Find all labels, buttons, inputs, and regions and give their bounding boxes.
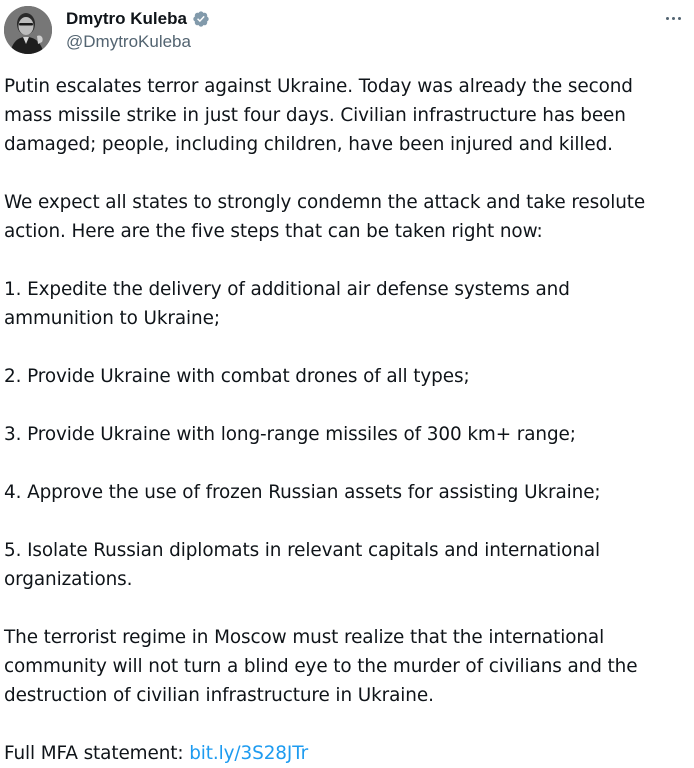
mfa-statement-link[interactable]: bit.ly/3S28JTr <box>189 743 309 764</box>
more-options-ellipsis-icon[interactable] <box>662 8 684 28</box>
tweet-paragraph: Putin escalates terror against Ukraine. Today was already the second mass missile strike in just four days. Civilian infrastructure has been damaged; people, including children, have been injured and killed. <box>4 76 633 155</box>
tweet-paragraph: The terrorist regime in Moscow must realize that the international community will not turn a blind eye to the murder of civilians and the destruction of civilian infrastructure in Ukraine. <box>4 627 638 706</box>
tweet-paragraph: 3. Provide Ukraine with long-range missiles of 300 km+ range; <box>4 424 576 445</box>
author-name-row <box>66 8 210 30</box>
tweet-paragraph: 1. Expedite the delivery of additional air defense systems and ammunition to Ukraine; <box>4 279 570 329</box>
tweet-paragraph: 2. Provide Ukraine with combat drones of all types; <box>4 366 470 387</box>
tweet-paragraph: 5. Isolate Russian diplomats in relevant capitals and international organizations. <box>4 540 601 590</box>
tweet-paragraph: We expect all states to strongly condemn the attack and take resolute action. Here are the five steps that can be taken right now: <box>4 192 646 242</box>
ellipsis-dot <box>672 17 675 20</box>
tweet-text <box>4 72 688 768</box>
verified-badge-icon <box>192 10 210 28</box>
footer-prefix: Full MFA statement: <box>4 743 190 764</box>
avatar[interactable] <box>4 6 52 54</box>
tweet-paragraph: 4. Approve the use of frozen Russian assets for assisting Ukraine; <box>4 482 601 503</box>
author-handle[interactable]: @DmytroKuleba <box>66 32 191 51</box>
author-display-name[interactable]: Dmytro Kuleba <box>66 9 187 28</box>
ellipsis-dot <box>666 17 669 20</box>
ellipsis-dot <box>678 17 681 20</box>
avatar-photo-icon <box>4 6 52 54</box>
tweet-footer <box>4 739 688 768</box>
